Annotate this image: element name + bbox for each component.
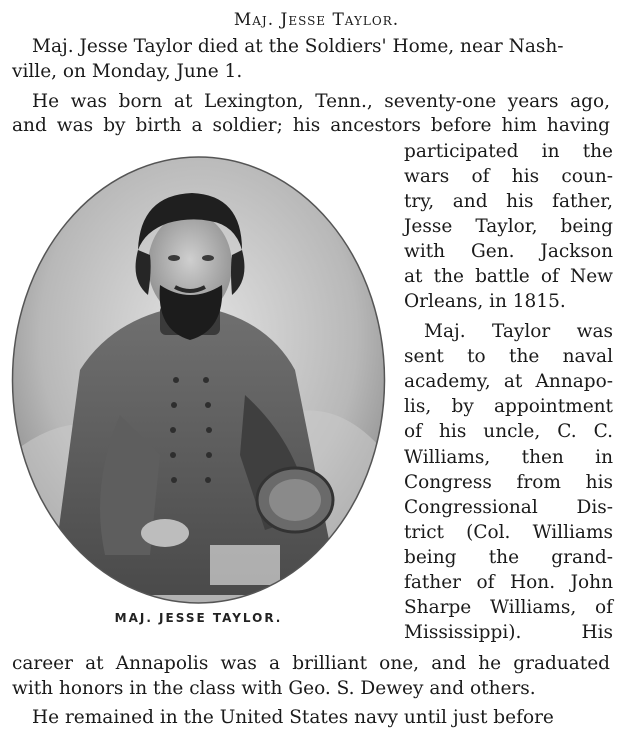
text-line-24: Mississippi). His (404, 622, 613, 643)
text-line-19: Congressional Dis- (404, 497, 613, 518)
text-line-2: ville, on Monday, June 1. (12, 61, 243, 82)
text-line-21: being the grand- (404, 547, 613, 568)
text-line-11: Orleans, in 1815. (404, 291, 566, 312)
text-line-18: Congress from his (404, 472, 613, 493)
text-line-13: sent to the naval (404, 346, 613, 367)
article-title: Maj. Jesse Taylor. (233, 10, 400, 30)
text-line-17: Williams, then in (404, 447, 613, 468)
text-line-27: He remained in the United States navy until just before (32, 707, 554, 728)
text-line-9: with Gen. Jackson (404, 241, 613, 262)
text-line-16: of his uncle, C. C. (404, 421, 613, 442)
text-line-3: He was born at Lexington, Tenn., seventy-one years ago, (32, 91, 610, 112)
text-line-14: academy, at Annapo- (404, 371, 613, 392)
text-line-25: career at Annapolis was a brilliant one, and he graduated (12, 653, 610, 674)
text-line-5: participated in the (404, 141, 613, 162)
portrait-caption: MAJ. JESSE TAYLOR. (114, 611, 283, 625)
text-line-22: father of Hon. John (404, 572, 613, 593)
text-line-4: and was by birth a soldier; his ancestors before him having (12, 115, 610, 136)
text-line-10: at the battle of New (404, 266, 613, 287)
text-line-8: Jesse Taylor, being (404, 216, 613, 237)
text-line-7: try, and his father, (404, 191, 613, 212)
text-line-12: Maj. Taylor was (424, 321, 613, 342)
portrait-photograph (10, 155, 387, 605)
text-line-1: Maj. Jesse Taylor died at the Soldiers' Home, near Nash- (32, 36, 564, 57)
text-line-23: Sharpe Williams, of (404, 597, 613, 618)
text-line-6: wars of his coun- (404, 166, 613, 187)
text-line-20: trict (Col. Williams (404, 522, 613, 543)
text-line-26: with honors in the class with Geo. S. Dewey and others. (12, 678, 536, 699)
text-line-15: lis, by appointment (404, 396, 613, 417)
